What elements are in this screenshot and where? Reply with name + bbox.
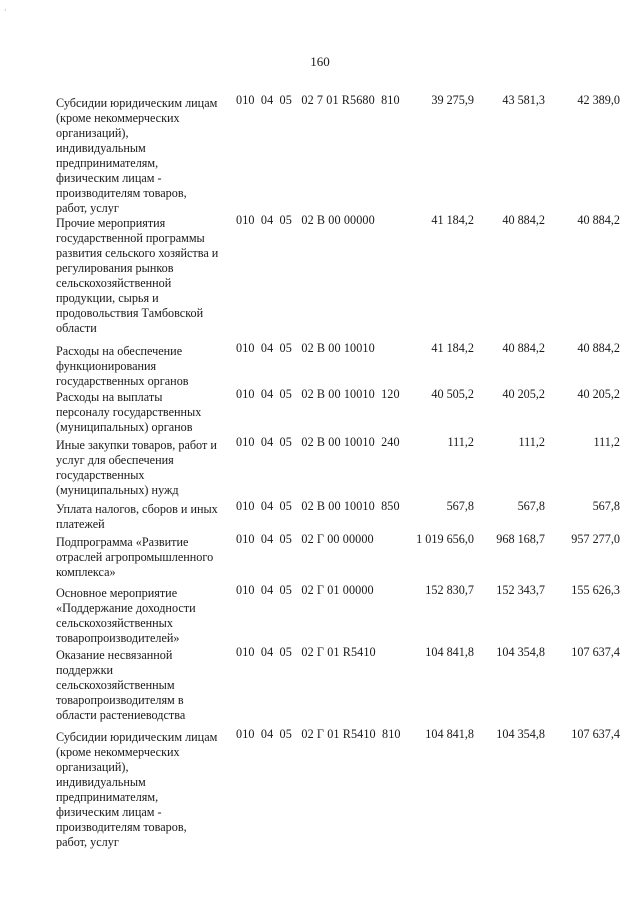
row-value-year-1: 41 184,2 bbox=[431, 213, 474, 227]
row-value-year-3: 40 205,2 bbox=[577, 387, 620, 401]
row-code: 010 04 05 02 В 00 10010 240 bbox=[236, 435, 400, 449]
row-value-year-3: 107 637,4 bbox=[571, 645, 620, 659]
row-value-year-3: 40 884,2 bbox=[577, 341, 620, 355]
row-code: 010 04 05 02 Г 01 00000 bbox=[236, 583, 374, 597]
scan-mark: · bbox=[4, 6, 7, 15]
row-value-year-1: 111,2 bbox=[447, 435, 474, 449]
row-value-year-2: 40 205,2 bbox=[502, 387, 545, 401]
row-value-year-1: 104 841,8 bbox=[425, 645, 474, 659]
row-name: Субсидии юридическим лицам (кроме некоммерческих организаций), индивидуальным предпринимателям, физическим лицам - производителям товаров, работ, услуг bbox=[56, 96, 218, 215]
row-value-year-2: 40 884,2 bbox=[502, 341, 545, 355]
row-value-year-2: 567,8 bbox=[517, 499, 545, 513]
row-value-year-1: 1 019 656,0 bbox=[416, 532, 474, 546]
row-value-year-1: 152 830,7 bbox=[425, 583, 474, 597]
row-value-year-3: 155 626,3 bbox=[571, 583, 620, 597]
row-name: Расходы на обеспечение функционирования государственных органов bbox=[56, 344, 189, 388]
page-number: 160 bbox=[310, 54, 330, 69]
row-value-year-3: 567,8 bbox=[592, 499, 620, 513]
row-value-year-2: 104 354,8 bbox=[496, 727, 545, 741]
row-code: 010 04 05 02 В 00 10010 850 bbox=[236, 499, 400, 513]
row-value-year-1: 567,8 bbox=[446, 499, 474, 513]
row-name: Прочие мероприятия государственной программы развития сельского хозяйства и регулирования рынков сельскохозяйственной продукции, сырья и продовольствия Тамбовской области bbox=[56, 216, 219, 335]
row-value-year-2: 40 884,2 bbox=[502, 213, 545, 227]
row-code: 010 04 05 02 7 01 R5680 810 bbox=[236, 93, 400, 107]
row-name: Основное мероприятие «Поддержание доходности сельскохозяйственных товаропроизводителей» bbox=[56, 586, 196, 645]
row-code: 010 04 05 02 В 00 10010 120 bbox=[236, 387, 400, 401]
row-value-year-3: 42 389,0 bbox=[577, 93, 620, 107]
row-value-year-2: 111,2 bbox=[518, 435, 545, 449]
row-name: Оказание несвязанной поддержки сельскохозяйственным товаропроизводителям в области растениеводства bbox=[56, 648, 186, 722]
row-code: 010 04 05 02 Г 01 R5410 810 bbox=[236, 727, 401, 741]
row-value-year-3: 111,2 bbox=[593, 435, 620, 449]
row-name: Субсидии юридическим лицам (кроме некоммерческих организаций), индивидуальным предпринимателям, физическим лицам - производителям товаров, работ, услуг bbox=[56, 730, 218, 849]
row-name: Уплата налогов, сборов и иных платежей bbox=[56, 502, 218, 531]
row-code: 010 04 05 02 Г 00 00000 bbox=[236, 532, 374, 546]
row-value-year-1: 104 841,8 bbox=[425, 727, 474, 741]
row-value-year-1: 41 184,2 bbox=[431, 341, 474, 355]
row-value-year-1: 39 275,9 bbox=[431, 93, 474, 107]
row-value-year-2: 968 168,7 bbox=[496, 532, 545, 546]
row-value-year-2: 43 581,3 bbox=[502, 93, 545, 107]
row-code: 010 04 05 02 В 00 10010 bbox=[236, 341, 375, 355]
row-value-year-2: 152 343,7 bbox=[496, 583, 545, 597]
row-value-year-1: 40 505,2 bbox=[431, 387, 474, 401]
row-value-year-3: 40 884,2 bbox=[577, 213, 620, 227]
row-name: Иные закупки товаров, работ и услуг для обеспечения государственных (муниципальных) нужд bbox=[56, 438, 217, 497]
row-value-year-3: 957 277,0 bbox=[571, 532, 620, 546]
row-code: 010 04 05 02 Г 01 R5410 bbox=[236, 645, 376, 659]
row-value-year-2: 104 354,8 bbox=[496, 645, 545, 659]
row-value-year-3: 107 637,4 bbox=[571, 727, 620, 741]
row-name: Расходы на выплаты персоналу государственных (муниципальных) органов bbox=[56, 390, 202, 434]
row-code: 010 04 05 02 В 00 00000 bbox=[236, 213, 375, 227]
row-name: Подпрограмма «Развитие отраслей агропромышленного комплекса» bbox=[56, 535, 214, 579]
